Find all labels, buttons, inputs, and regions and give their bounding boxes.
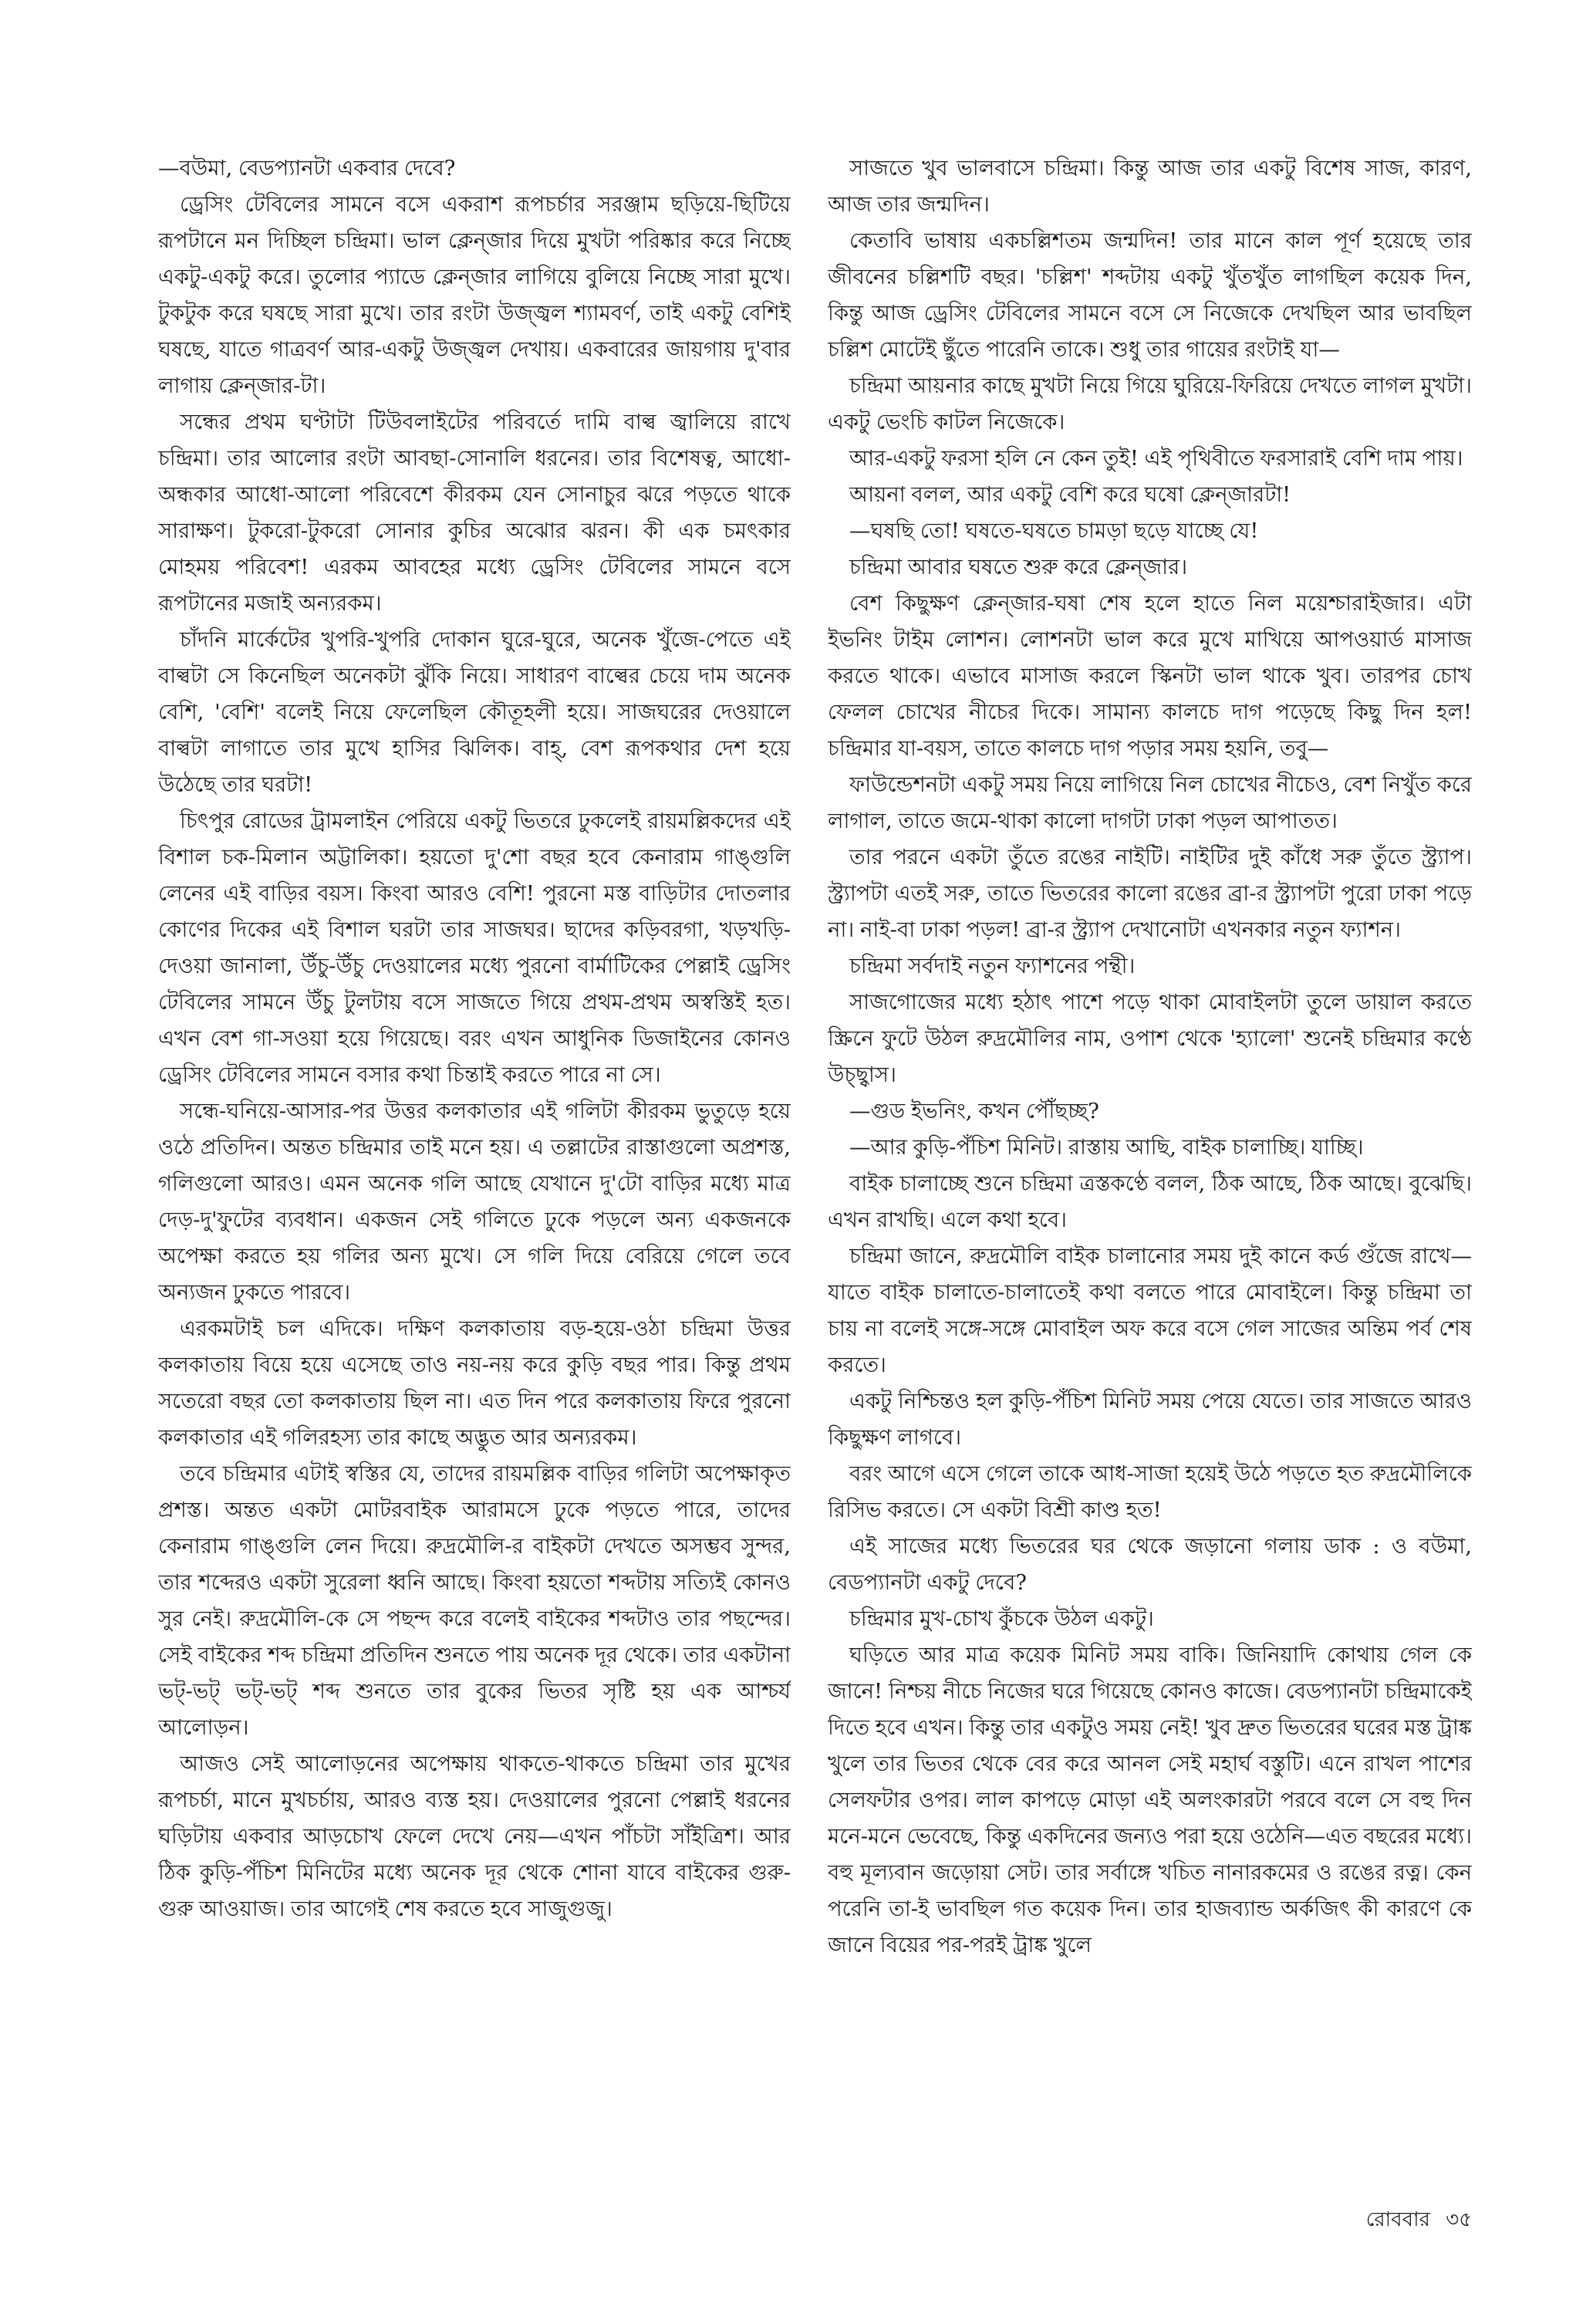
paragraph: সাজগোজের মধ্যে হঠাৎ পাশে পড়ে থাকা মোবাইলটা তুলে ডায়াল করতে স্ক্রিনে ফুটে উঠল রুদ্রমৌলির নাম, ওপাশ থেকে 'হ্যালো' শুনেই চন্দ্রিমার কণ্ঠে উচ্ছ্বাস।: [828, 990, 1472, 1087]
right-column: [828, 150, 1472, 2265]
page-number: ৩৫: [1446, 2208, 1472, 2231]
paragraph: তার পরনে একটা তুঁতে রঙের নাইটি। নাইটির দুই কাঁধে সরু তুঁতে স্ট্র্যাপ। স্ট্র্যাপটা এতই সরু, তাতে ভিতরের কালো রঙের ব্রা-র স্ট্র্যাপটা পুরো ঢাকা পড়ে না। নাই-বা ঢাকা পড়ল! ব্রা-র স্ট্র্যাপ দেখানোটা এখনকার নতুন ফ্যাশন।: [828, 845, 1472, 942]
paragraph: সাজতে খুব ভালবাসে চন্দ্রিমা। কিন্তু আজ তার একটু বিশেষ সাজ, কারণ, আজ তার জন্মদিন।: [828, 156, 1472, 217]
paragraph: —আর কুড়ি-পঁচিশ মিনিট। রাস্তায় আছি, বাইক চালাচ্ছি। যাচ্ছি।: [849, 1135, 1364, 1160]
paragraph: চিৎপুর রোডের ট্রামলাইন পেরিয়ে একটু ভিতরে ঢুকলেই রায়মল্লিকদের এই বিশাল চক-মিলান অট্টালিকা। হয়তো দু'শো বছর হবে কেনারাম গাঙ্গুলি লেনের এই বাড়ির বয়স। কিংবা আরও বেশি! পুরনো মস্ত বাড়িটার দোতলার কোণের দিকের এই বিশাল ঘরটা তার সাজঘর। ছাদের কড়িবরগা, খড়খড়ি-দেওয়া জানালা, উঁচু-উঁচু দেওয়ালের মধ্যে পুরনো বার্মাটিকের পেল্লাই ড্রেসিং টেবিলের সামনে উঁচু টুলটায় বসে সাজতে গিয়ে প্রথম-প্রথম অস্বস্তিই হত। এখন বেশ গা-সওয়া হয়ে গিয়েছে। বরং এখন আধুনিক ডিজাইনের কোনও ড্রেসিং টেবিলের সামনে বসার কথা চিন্তাই করতে পারে না সে।: [158, 809, 791, 1087]
paragraph: এই সাজের মধ্যে ভিতরের ঘর থেকে জড়ানো গলায় ডাক : ও বউমা, বেডপ্যানটা একটু দেবে?: [828, 1534, 1472, 1595]
paragraph: তবে চন্দ্রিমার এটাই স্বস্তির যে, তাদের রায়মল্লিক বাড়ির গলিটা অপেক্ষাকৃত প্রশস্ত। অন্তত একটা মোটরবাইক আরামসে ঢুকে পড়তে পারে, তাদের কেনারাম গাঙ্গুলি লেন দিয়ে। রুদ্রমৌলি-র বাইকটা দেখতে অসম্ভব সুন্দর, তার শব্দেরও একটা সুরেলা ধ্বনি আছে। কিংবা হয়তো শব্দটায় সত্যিই কোনও সুর নেই। রুদ্রমৌলি-কে সে পছন্দ করে বলেই বাইকের শব্দটাও তার পছন্দের। সেই বাইকের শব্দ চন্দ্রিমা প্রতিদিন শুনতে পায় অনেক দূর থেকে। তার একটানা ভট্-ভট্ ভট্-ভট্ শব্দ শুনতে তার বুকের ভিতর সৃষ্টি হয় এক আশ্চর্য আলোড়ন।: [158, 1461, 791, 1740]
paragraph: —গুড ইভনিং, কখন পৌঁছচ্ছ?: [849, 1099, 1099, 1123]
paragraph: একটু নিশ্চিন্তও হল কুড়ি-পঁচিশ মিনিট সময় পেয়ে যেতে। তার সাজতে আরও কিছুক্ষণ লাগবে।: [828, 1389, 1472, 1450]
paragraph: ফাউন্ডেশনটা একটু সময় নিয়ে লাগিয়ে নিল চোখের নীচেও, বেশ নিখুঁত করে লাগাল, তাতে জমে-থাকা কালো দাগটা ঢাকা পড়ল আপাতত।: [828, 772, 1472, 833]
paragraph: আর-একটু ফরসা হলি নে কেন তুই! এই পৃথিবীতে ফরসারাই বেশি দাম পায়।: [849, 446, 1463, 471]
paragraph: সন্ধে-ঘনিয়ে-আসার-পর উত্তর কলকাতার এই গলিটা কীরকম ভুতুড়ে হয়ে ওঠে প্রতিদিন। অন্তত চন্দ্রিমার তাই মনে হয়। এ তল্লাটের রাস্তাগুলো অপ্রশস্ত, গলিগুলো আরও। এমন অনেক গলি আছে যেখানে দু'টো বাড়ির মধ্যে মাত্র দেড়-দু'ফুটের ব্যবধান। একজন সেই গলিতে ঢুকে পড়লে অন্য একজনকে অপেক্ষা করতে হয় গলির অন্য মুখে। সে গলি দিয়ে বেরিয়ে গেলে তবে অন্যজন ঢুকতে পারবে।: [158, 1099, 791, 1305]
left-column: [158, 150, 791, 2265]
paragraph: ঘড়িতে আর মাত্র কয়েক মিনিট সময় বাকি। জিনিয়াদি কোথায় গেল কে জানে! নিশ্চয় নীচে নিজের ঘরে গিয়েছে কোনও কাজে। বেডপ্যানটা চন্দ্রিমাকেই দিতে হবে এখন। কিন্তু তার একটুও সময় নেই! খুব দ্রুত ভিতরের ঘরের মস্ত ট্রাঙ্ক খুলে তার ভিতর থেকে বের করে আনল সেই মহার্ঘ বস্তুটি। এনে রাখল পাশের সেলফটার ওপর। লাল কাপড়ে মোড়া এই অলংকারটা পরবে বলে সে বহু দিন মনে-মনে ভেবেছে, কিন্তু একদিনের জন্যও পরা হয়ে ওঠেনি—এত বছরের মধ্যে। বহু মূল্যবান জড়োয়া সেট। তার সর্বাঙ্গে খচিত নানারকমের ও রঙের রত্ন। কেন পরেনি তা-ই ভাবছিল গত কয়েক দিন। তার হাজব্যান্ড অর্কজিৎ কী কারণে কে জানে বিয়ের পর-পরই ট্রাঙ্ক খুলে: [828, 1643, 1472, 1957]
paragraph: —বউমা, বেডপ্যানটা একবার দেবে?: [158, 156, 456, 181]
paragraph: ড্রেসিং টেবিলের সামনে বসে একরাশ রূপচর্চার সরঞ্জাম ছড়িয়ে-ছিটিয়ে রূপটানে মন দিচ্ছিল চন্দ্রিমা। ভাল ক্লেন্জার দিয়ে মুখটা পরিষ্কার করে নিচ্ছে একটু-একটু করে। তুলোর প্যাডে ক্লেন্জার লাগিয়ে বুলিয়ে নিচ্ছে সারা মুখে। টুকটুক করে ঘষছে সারা মুখে। তার রংটা উজ্জ্বল শ্যামবর্ণ, তাই একটু বেশিই ঘষছে, যাতে গাত্রবর্ণ আর-একটু উজ্জ্বল দেখায়। একবারের জায়গায় দু'বার লাগায় ক্লেন্জার-টা।: [158, 192, 791, 398]
paragraph: চন্দ্রিমা আয়নার কাছে মুখটা নিয়ে গিয়ে ঘুরিয়ে-ফিরিয়ে দেখতে লাগল মুখটা। একটু ভেংচি কাটল নিজেকে।: [828, 373, 1472, 434]
page-footer: [1366, 2204, 1472, 2238]
paragraph: আজও সেই আলোড়নের অপেক্ষায় থাকতে-থাকতে চন্দ্রিমা তার মুখের রূপচর্চা, মানে মুখচর্চায়, আরও ব্যস্ত হয়। দেওয়ালের পুরনো পেল্লাই ধরনের ঘড়িটায় একবার আড়চোখ ফেলে দেখে নেয়—এখন পাঁচটা সাঁইত্রিশ। আর ঠিক কুড়ি-পঁচিশ মিনিটের মধ্যে অনেক দূর থেকে শোনা যাবে বাইকের গুরু-গুরু আওয়াজ। তার আগেই শেষ করতে হবে সাজুগুজু।: [158, 1751, 791, 1921]
paragraph: বরং আগে এসে গেলে তাকে আধ-সাজা হয়েই উঠে পড়তে হত রুদ্রমৌলিকে রিসিভ করতে। সে একটা বিশ্রী কাণ্ড হত!: [828, 1461, 1472, 1522]
paragraph: চন্দ্রিমার মুখ-চোখ কুঁচকে উঠল একটু।: [849, 1606, 1154, 1631]
paragraph: কেতাবি ভাষায় একচল্লিশতম জন্মদিন! তার মানে কাল পূর্ণ হয়েছে তার জীবনের চল্লিশটি বছর। 'চল্লিশ' শব্দটায় একটু খুঁতখুঁত লাগছিল কয়েক দিন, কিন্তু আজ ড্রেসিং টেবিলের সামনে বসে সে নিজেকে দেখছিল আর ভাবছিল চল্লিশ মোটেই ছুঁতে পারেনি তাকে। শুধু তার গায়ের রংটাই যা—: [828, 228, 1472, 362]
paragraph: —ঘষছি তো! ঘষতে-ঘষতে চামড়া ছড়ে যাচ্ছে যে!: [849, 519, 1259, 543]
magazine-name: রোববার: [1365, 2208, 1430, 2231]
paragraph: সন্ধের প্রথম ঘণ্টাটা টিউবলাইটের পরিবর্তে দামি বাল্ব জ্বালিয়ে রাখে চন্দ্রিমা। তার আলোর রংটা আবছা-সোনালি ধরনের। তার বিশেষত্ব, আধো-অন্ধকার আধো-আলো পরিবেশে কীরকম যেন সোনাচুর ঝরে পড়তে থাকে সারাক্ষণ। টুকরো-টুকরো সোনার কুচির অঝোর ঝরন। কী এক চমৎকার মোহময় পরিবেশ! এরকম আবহের মধ্যে ড্রেসিং টেবিলের সামনে বসে রূপটানের মজাই অন্যরকম।: [158, 410, 791, 616]
paragraph: বেশ কিছুক্ষণ ক্লেন্জার-ঘষা শেষ হলে হাতে নিল ময়েশ্চারাইজার। এটা ইভনিং টাইম লোশন। লোশনটা ভাল করে মুখে মাখিয়ে আপওয়ার্ড মাসাজ করতে থাকে। এভাবে মাসাজ করলে স্কিনটা ভাল থাকে খুব। তারপর চোখ ফেলল চোখের নীচের দিকে। সামান্য কালচে দাগ পড়েছে কিছু দিন হল! চন্দ্রিমার যা-বয়স, তাতে কালচে দাগ পড়ার সময় হয়নি, তবু—: [828, 591, 1472, 761]
paragraph: চন্দ্রিমা জানে, রুদ্রমৌলি বাইক চালানোর সময় দুই কানে কর্ড গুঁজে রাখে—যাতে বাইক চালাতে-চালাতেই কথা বলতে পারে মোবাইলে। কিন্তু চন্দ্রিমা তা চায় না বলেই সঙ্গে-সঙ্গে মোবাইল অফ করে বসে গেল সাজের অন্তিম পর্ব শেষ করতে।: [828, 1244, 1472, 1377]
paragraph: আয়না বলল, আর একটু বেশি করে ঘষো ক্লেন্জারটা!: [849, 482, 1291, 507]
paragraph: চন্দ্রিমা সর্বদাই নতুন ফ্যাশনের পন্থী।: [849, 954, 1136, 978]
paragraph: চাঁদনি মার্কেটের খুপরি-খুপরি দোকান ঘুরে-ঘুরে, অনেক খুঁজে-পেতে এই বাল্বটা সে কিনেছিল অনেকটা ঝুঁকি নিয়ে। সাধারণ বাল্বের চেয়ে দাম অনেক বেশি, 'বেশি' বলেই নিয়ে ফেলেছিল কৌতূহলী হয়ে। সাজঘরের দেওয়ালে বাল্বটা লাগাতে তার মুখে হাসির ঝিলিক। বাহ্, বেশ রূপকথার দেশ হয়ে উঠেছে তার ঘরটা!: [158, 627, 791, 797]
paragraph: এরকমটাই চল এদিকে। দক্ষিণ কলকাতায় বড়-হয়ে-ওঠা চন্দ্রিমা উত্তর কলকাতায় বিয়ে হয়ে এসেছে তাও নয়-নয় করে কুড়ি বছর পার। কিন্তু প্রথম সতেরো বছর তো কলকাতায় ছিল না। এত দিন পরে কলকাতায় ফিরে পুরনো কলকাতার এই গলিরহস্য তার কাছে অদ্ভুত আর অন্যরকম।: [158, 1316, 791, 1450]
paragraph: বাইক চালাচ্ছে শুনে চন্দ্রিমা ত্রস্তকণ্ঠে বলল, ঠিক আছে, ঠিক আছে। বুঝেছি। এখন রাখছি। এলে কথা হবে।: [828, 1171, 1472, 1232]
paragraph: চন্দ্রিমা আবার ঘষতে শুরু করে ক্লেন্জার।: [849, 555, 1188, 579]
